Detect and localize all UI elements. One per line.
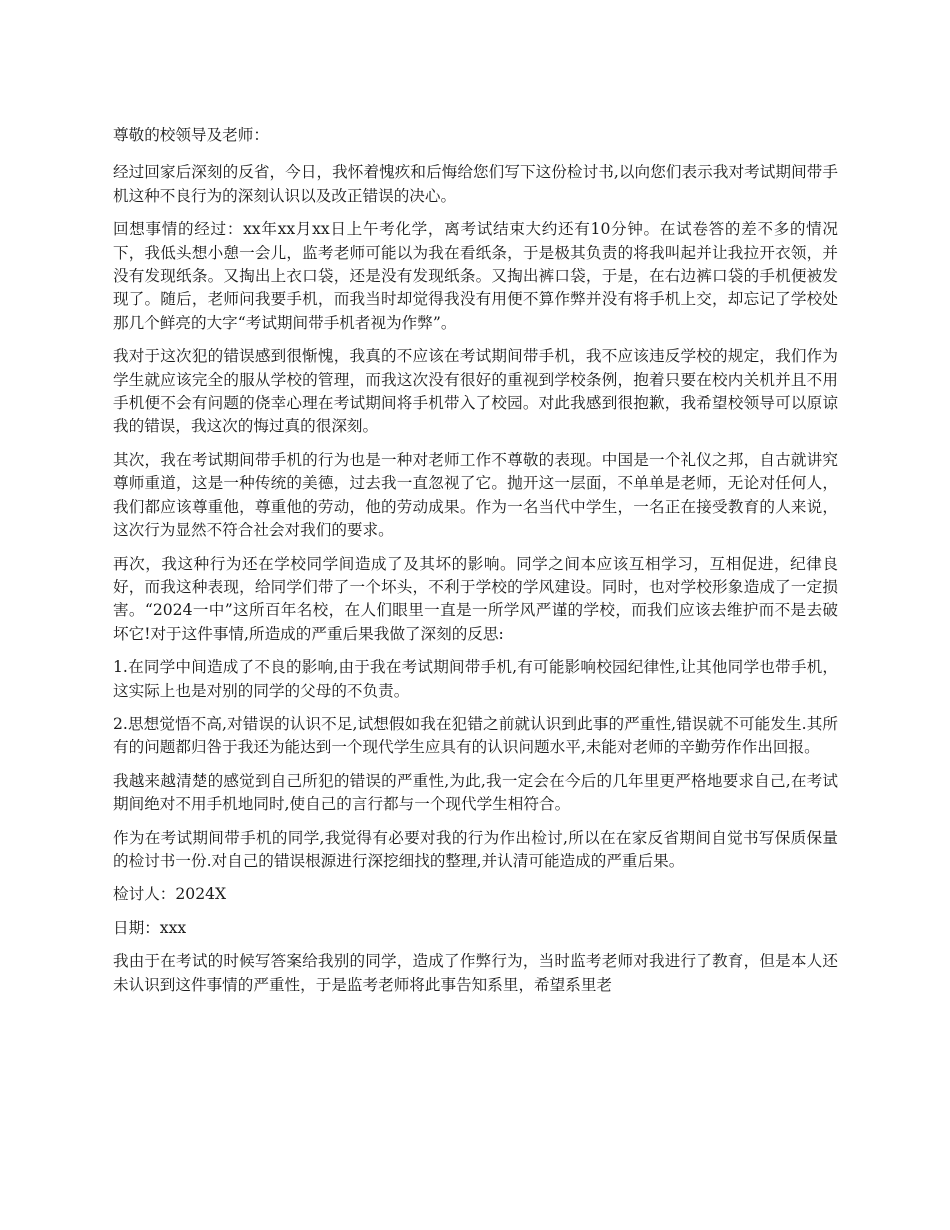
paragraph-influence: 再次，我这种行为还在学校同学间造成了及其坏的影响。同学之间本应该互相学习，互相促进，纪律良好，而我这种表现，给同学们带了一个坏头，不利于学校的学风建设。同时，也对学校形象造成了一定损害。“2024一中”这所百年名校，在人们眼里一直是一所学风严谨的学校，而我们应该去维护而不是去破坏它!对于这件事情,所造成的严重后果我做了深刻的反思:: [113, 554, 838, 643]
paragraph-respect: 其次，我在考试期间带手机的行为也是一种对老师工作不尊敬的表现。中国是一个礼仪之邦，自古就讲究尊师重道，这是一种传统的美德，过去我一直忽视了它。抛开这一层面，不单单是老师，无论对任何人，我们都应该尊重他，尊重他的劳动，他的劳动成果。作为一名当代中学生，一名正在接受教育的人来说，这次行为显然不符合社会对我们的要求。: [113, 450, 838, 540]
signer-line: 检讨人：2024X: [113, 885, 227, 904]
paragraph-incident: 回想事情的经过：xx年xx月xx日上午考化学，离考试结束大约还有10分钟。在试卷答的差不多的情况下，我低头想小憩一会儿，监考老师可能以为我在看纸条，于是极其负责的将我叫起并让我拉开衣领，并没有发现纸条。又掏出上衣口袋，还是没有发现纸条。又掏出裤口袋，于是，在右边裤口袋的手机便被发现了。随后，老师问我要手机，而我当时却觉得我没有用便不算作弊并没有将手机上交，却忘记了学校处那几个鲜亮的大字“考试期间带手机者视为作弊”。: [113, 220, 838, 332]
paragraph-conclusion: 作为在考试期间带手机的同学,我觉得有必要对我的行为作出检讨,所以在在家反省期间自觉书写保质保量的检讨书一份.对自己的错误根源进行深挖细找的整理,并认清可能造成的严重后果。: [113, 828, 838, 870]
paragraph-point-1: 1.在同学中间造成了不良的影响,由于我在考试期间带手机,有可能影响校园纪律性,让其他同学也带手机，这实际上也是对别的同学的父母的不负责。: [113, 658, 838, 700]
paragraph-regret: 我对于这次犯的错误感到很惭愧，我真的不应该在考试期间带手机，我不应该违反学校的规定，我们作为学生就应该完全的服从学校的管理，而我这次没有很好的重视到学校条例，抱着只要在校内关机并且不用手机便不会有问题的侥幸心理在考试期间将手机带入了校园。对此我感到很抱歉，我希望校领导可以原谅我的错误，我这次的悔过真的很深刻。: [113, 347, 838, 436]
paragraph-point-2: 2.思想觉悟不高,对错误的认识不足,试想假如我在犯错之前就认识到此事的严重性,错误就不可能发生.其所有的问题都归咎于我还为能达到一个现代学生应具有的认识问题水平,未能对老师的辛勤劳作作出回报。: [113, 714, 838, 757]
document-body: [113, 124, 838, 997]
salutation: 尊敬的校领导及老师：: [113, 126, 269, 144]
paragraph-resolution: 我越来越清楚的感觉到自己所犯的错误的严重性,为此,我一定会在今后的几年里更严格地要求自己,在考试期间绝对不用手机地同时,使自己的言行都与一个现代学生相符合。: [113, 771, 838, 814]
paragraph-second-letter: 我由于在考试的时候写答案给我别的同学，造成了作弊行为，当时监考老师对我进行了教育，但是本人还未认识到这件事情的严重性，于是监考老师将此事告知系里，希望系里老: [113, 952, 838, 994]
paragraph-intro: 经过回家后深刻的反省，今日，我怀着愧疚和后悔给您们写下这份检讨书,以向您们表示我对考试期间带手机这种不良行为的深刻认识以及改正错误的决心。: [113, 163, 838, 205]
date-line: 日期：xxx: [113, 918, 187, 937]
